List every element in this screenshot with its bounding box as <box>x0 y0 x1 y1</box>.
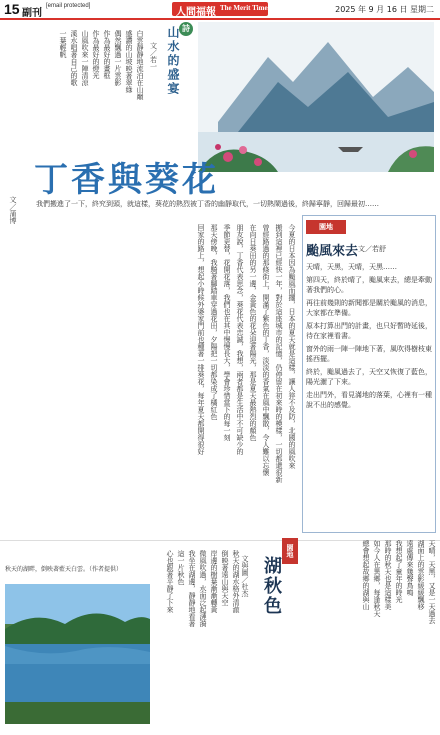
lake-tag: 園地 <box>282 538 298 564</box>
lake-photo <box>5 584 150 724</box>
lake-right-line: 天晴，天黑，又是一天過去 <box>428 540 436 624</box>
feature-byline: 文／蒲博 <box>9 196 17 224</box>
feature-paragraph: 季節更替，花開花落，我們也在其中慢慢長大，學會珍惜當下的每一刻 <box>223 224 231 441</box>
feature-paragraph: 今夏的日本因為颱風而擱，日本的夏天就是這樣，讓人猝不及防，北國的風吹來 <box>288 224 296 469</box>
feature-paragraph: 朋友說，丁香代表思念，葵花代表忠誠，我想，兩者都是生活中不可缺少的 <box>236 224 244 455</box>
storm-paragraph: 窗外的雨一陣一陣地下著，風吹得樹枝東搖西擺。 <box>306 345 432 363</box>
lake-body-right <box>300 540 436 730</box>
lake-title: 湖秋色 <box>261 556 282 616</box>
lake-line: 微風吹過，水面泛起漣漪 <box>199 550 207 627</box>
poem-line: 作為最好的燈光 <box>92 30 100 79</box>
poem-line: 白雲靜靜地流泊在山巔 <box>136 30 144 100</box>
poem-author: 文／若一 <box>149 42 158 70</box>
feature-lead: 我們搬進了一下，終究到頭，就這樣，葵花的熱烈被丁香的幽靜取代，一切熱鬧過後，終歸寧靜，回歸最初…… <box>36 200 379 208</box>
lake-line: 我坐在湖邊，靜靜地看著 <box>188 550 196 627</box>
poem-line: 一葉輕帆 <box>59 30 67 58</box>
poem-title: 山水的盛宴 <box>166 26 180 96</box>
lake-body <box>160 550 240 730</box>
feature-body <box>6 224 296 544</box>
storm-paragraph: 走出門外，看見滿地的落葉，心裡有一種說不出的感覺。 <box>306 391 432 409</box>
lake-line: 秋天的湖水格外清澈 <box>232 550 240 613</box>
storm-paragraph: 終於，颱風過去了，天空又恢復了藍色，陽光灑了下來。 <box>306 368 432 386</box>
lake-right-line: 遠處傳來幾聲鳥鳴 <box>406 540 414 596</box>
feature-paragraph: 回家的路上，想起小時候外婆家門前也種著一排葵花，每年夏天都開得很好 <box>197 224 205 455</box>
poem-line: 山風吹來一陣清涼 <box>81 30 89 86</box>
lake-line: 心也跟著平靜了下來 <box>166 550 174 613</box>
lake-author: 文與圖／杜杰 <box>241 555 249 597</box>
page-number: 15 <box>4 1 20 17</box>
section-label: 副刊 <box>22 8 42 19</box>
photo-caption: 秋天的湖畔，倒映著藍天白雲。（作者提供） <box>5 566 123 573</box>
poem-line: 作為最好的畫框 <box>103 30 111 79</box>
storm-paragraph: 原本打算出門的計畫，也只好暫時延後，待在家裡看書。 <box>306 322 432 340</box>
newspaper-logo <box>172 2 271 18</box>
storm-title: 颱風來去 <box>306 244 359 259</box>
feature-title: 丁香與葵花 <box>34 160 219 200</box>
poem-line: 偶然飄過一片雲影 <box>114 30 122 86</box>
lake-right-line: 湖面上的雲影緩緩飄移 <box>417 540 425 610</box>
landscape-painting <box>198 22 434 172</box>
lake-right-line: 那時的秋天也是這樣美 <box>384 540 392 610</box>
lake-right-line: 總會想起故鄉的湖與山 <box>362 540 370 610</box>
lake-line: 倒映著遠山與天空 <box>221 550 229 606</box>
storm-body <box>306 262 432 528</box>
feature-paragraph: 那天傍晚，我騎著腳踏車穿過花田，夕陽把一切都染成了橘紅色 <box>210 224 218 420</box>
poem-body <box>6 30 144 150</box>
email-address: [email protected] <box>46 3 91 9</box>
logo-english: The Merit Times <box>220 4 271 12</box>
issue-date: 2025 年 9 月 16 日 星期二 <box>335 5 434 14</box>
feature-paragraph: 搬到這裡已經快一年，對於這座城市的記憶，仍停留在初來時的模樣，一切都還很新 <box>275 224 283 483</box>
lake-line: 這一片秋色 <box>177 550 185 585</box>
feature-paragraph: 曾經路過的那條街上，開滿了紫色的丁香，淡淡的香氣在風中飄散，令人難以忘懷 <box>262 224 270 476</box>
storm-paragraph: 再往前幾則的新聞都是關於颱風的消息，大家都在準備。 <box>306 299 432 317</box>
storm-badge: 園地 <box>306 220 346 234</box>
storm-author: 文／若舒 <box>358 245 386 253</box>
lake-line: 岸邊的樹葉漸漸轉黃 <box>210 550 218 613</box>
feature-paragraph: 在向日葵田的另一邊，金黃色的花朵迎著陽光，那是夏天最熱烈的顏色 <box>249 224 257 441</box>
masthead <box>0 0 440 20</box>
storm-paragraph: 第四天，終於晴了，颱風來去，總是牽動著我們的心。 <box>306 276 432 294</box>
poem-line: 溪水唱著自己的歌 <box>70 30 78 86</box>
lake-right-line: 如今人在異鄉，每逢秋天 <box>373 540 381 617</box>
poem-badge: 詩 <box>179 22 193 36</box>
logo-chinese: 人間福報 <box>176 7 216 18</box>
poem-line: 盛讚的山坡映著翠綠 <box>125 30 133 93</box>
storm-paragraph: 天晴，天黑，天晴，天黑…… <box>306 263 397 271</box>
lake-right-line: 我想起了童年的時光 <box>395 540 403 603</box>
